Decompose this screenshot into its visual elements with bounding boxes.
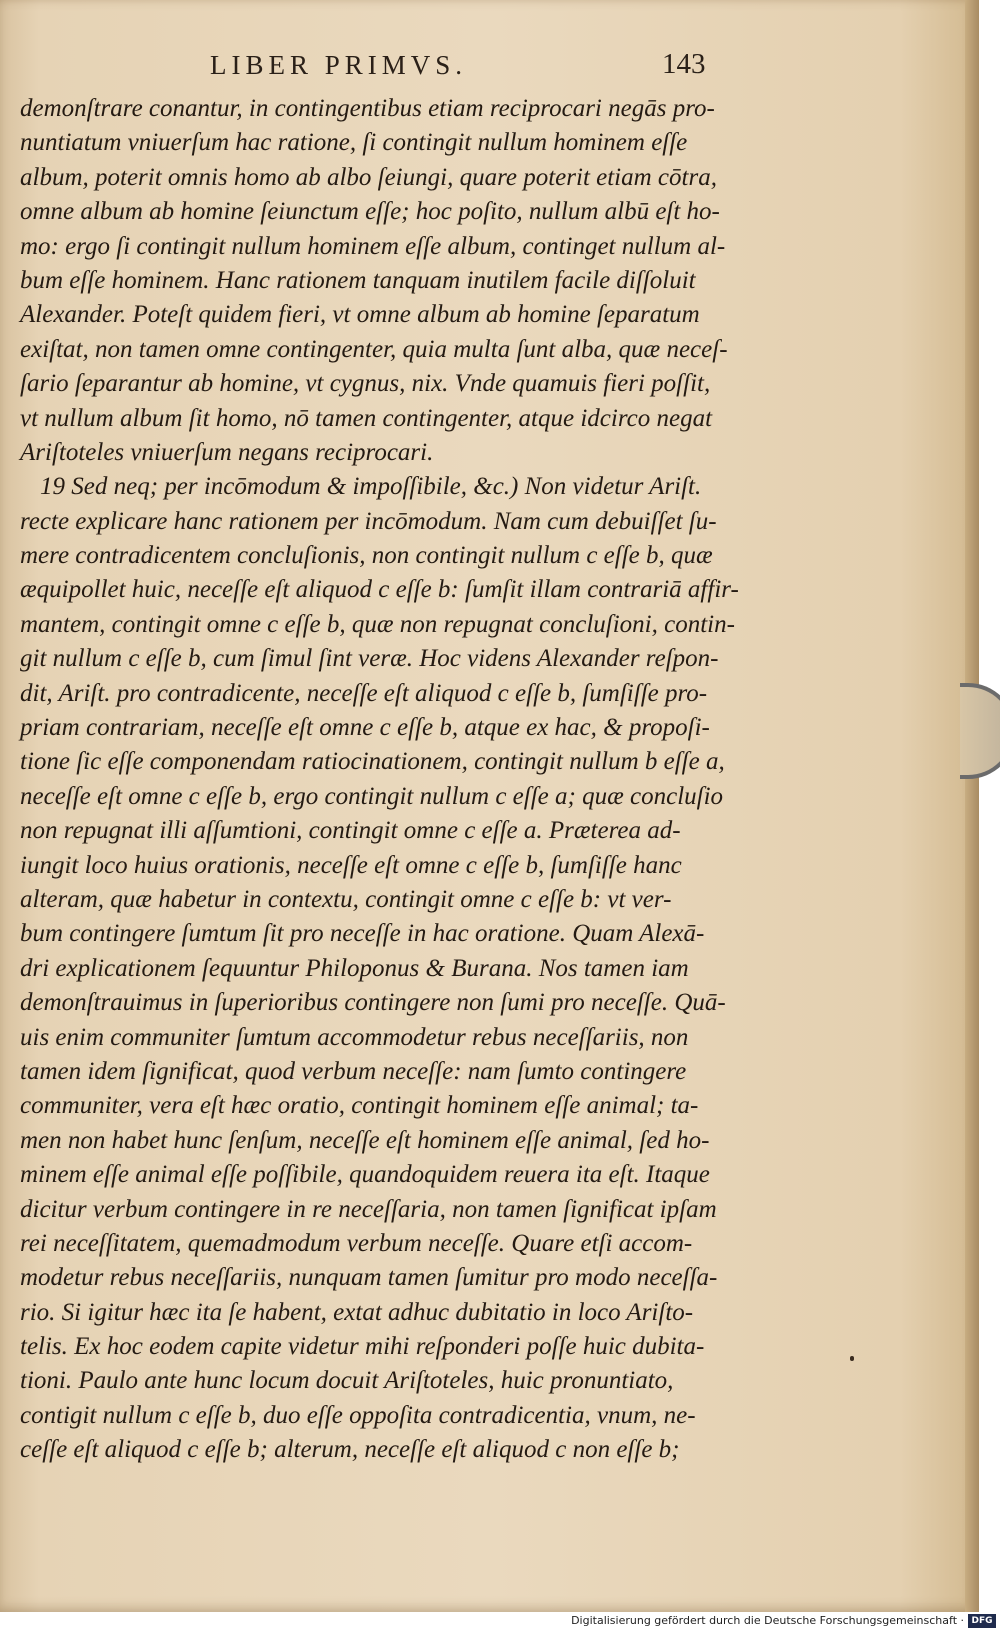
text-line: rei neceſſitatem, quemadmodum verbum neceſſe. Quare etſi accom- [20,1229,693,1257]
ink-speck [850,1356,854,1361]
text-line: neceſſe eſt omne c eſſe b, ergo contingit nullum c eſſe a; quæ concluſio [20,782,724,810]
text-line: non repugnat illi aſſumtioni, contingit omne c eſſe a. Præterea ad- [20,817,681,845]
text-line: priam contrariam, neceſſe eſt omne c eſſe b, atque ex hac, & propoſi- [20,714,710,742]
text-line: rio. Si igitur hæc ita ſe habent, extat adhuc dubitatio in loco Ariſto- [20,1298,694,1326]
text-line: 19 Sed neq; per incōmodum & impoſſibile, &c.) Non videtur Ariſt. [40,473,702,501]
text-line: bum contingere ſumtum ſit pro neceſſe in hac oratione. Quam Alexā- [20,920,705,948]
text-line: omne album ab homine ſeiunctum eſſe; hoc poſito, nullum albū eſt ho- [20,198,720,226]
text-line: telis. Ex hoc eodem capite videtur mihi reſponderi poſſe huic dubita- [20,1333,705,1361]
text-line: recte explicare hanc rationem per incōmodum. Nam cum debuiſſet ſu- [20,507,717,535]
text-line: git nullum c eſſe b, cum ſimul ſint veræ. Hoc videns Alexander reſpon- [20,645,719,673]
text-line: iungit loco huius orationis, neceſſe eſt omne c eſſe b, ſumſiſſe hanc [20,851,682,879]
text-line: uis enim communiter ſumtum accommodetur rebus neceſſariis, non [20,1023,689,1051]
text-line: Ariſtoteles vniuerſum negans reciprocari. [20,438,434,466]
text-line: dit, Ariſt. pro contradicente, neceſſe eſt aliquod c eſſe b, ſumſiſſe pro- [20,679,708,707]
text-line: tione ſic eſſe componendam ratiocinationem, contingit nullum b eſſe a, [20,748,725,776]
text-line: album, poterit omnis homo ab albo ſeiungi, quare poterit etiam cōtra, [20,163,717,191]
page-edge [965,0,979,1612]
text-line: men non habet hunc ſenſum, neceſſe eſt hominem eſſe animal, ſed ho- [20,1126,710,1154]
text-line: tamen idem ſignificat, quod verbum neceſſe: nam ſumto contingere [20,1057,687,1085]
text-line: nuntiatum vniuerſum hac ratione, ſi contingit nullum hominem eſſe [20,129,688,157]
text-line: tioni. Paulo ante hunc locum docuit Ariſtoteles, huic pronuntiato, [20,1367,674,1395]
page-header [0,50,960,90]
body-text [20,92,760,1468]
digitization-footer [0,1612,1000,1631]
text-line: æquipollet huic, neceſſe eſt aliquod c eſſe b: ſumſit illam contrariā affir- [20,576,739,604]
text-line: ſario ſeparantur ab homine, vt cygnus, nix. Vnde quamuis fieri poſſit, [20,370,711,398]
page-number: 143 [662,48,706,80]
text-line: demonſtrauimus in ſuperioribus contingere non ſumi pro neceſſe. Quā- [20,989,726,1017]
dfg-logo: DFG [968,1614,996,1628]
page-clip [960,683,1000,779]
text-line: dicitur verbum contingere in re neceſſaria, non tamen ſignificat ipſam [20,1195,717,1223]
text-line: demonſtrare conantur, in contingentibus etiam reciprocari negās pro- [20,95,715,122]
text-line: vt nullum album ſit homo, nō tamen contingenter, atque idcirco negat [20,404,713,432]
text-line: modetur rebus neceſſariis, nunquam tamen ſumitur pro modo neceſſa- [20,1264,718,1292]
text-line: contigit nullum c eſſe b, duo eſſe oppoſita contradicentia, vnum, ne- [20,1401,696,1429]
running-head: LIBER PRIMVS. [210,50,468,80]
text-line: Alexander. Poteſt quidem fieri, vt omne album ab homine ſeparatum [20,301,700,329]
text-line: minem eſſe animal eſſe poſſibile, quandoquidem reuera ita eſt. Itaque [20,1161,710,1189]
text-line: mere contradicentem concluſionis, non contingit nullum c eſſe b, quæ [20,542,713,570]
text-line: bum eſſe hominem. Hanc rationem tanquam inutilem facile diſſoluit [20,266,696,294]
text-line: mantem, contingit omne c eſſe b, quæ non repugnat concluſioni, contin- [20,610,735,638]
text-line: exiſtat, non tamen omne contingenter, quia multa ſunt alba, quæ neceſ- [20,335,728,363]
text-line: alteram, quæ habetur in contextu, contingit omne c eſſe b: vt ver- [20,885,672,913]
text-line: mo: ergo ſi contingit nullum hominem eſſe album, continget nullum al- [20,232,726,260]
text-line: ceſſe eſt aliquod c eſſe b; alterum, neceſſe eſt aliquod c non eſſe b; [20,1436,680,1464]
funding-credit: Digitalisierung gefördert durch die Deutsche Forschungsgemeinschaft · [571,1614,964,1627]
text-line: dri explicationem ſequuntur Philoponus & Burana. Nos tamen iam [20,954,689,982]
text-line: communiter, vera eſt hæc oratio, contingit hominem eſſe animal; ta- [20,1092,699,1120]
